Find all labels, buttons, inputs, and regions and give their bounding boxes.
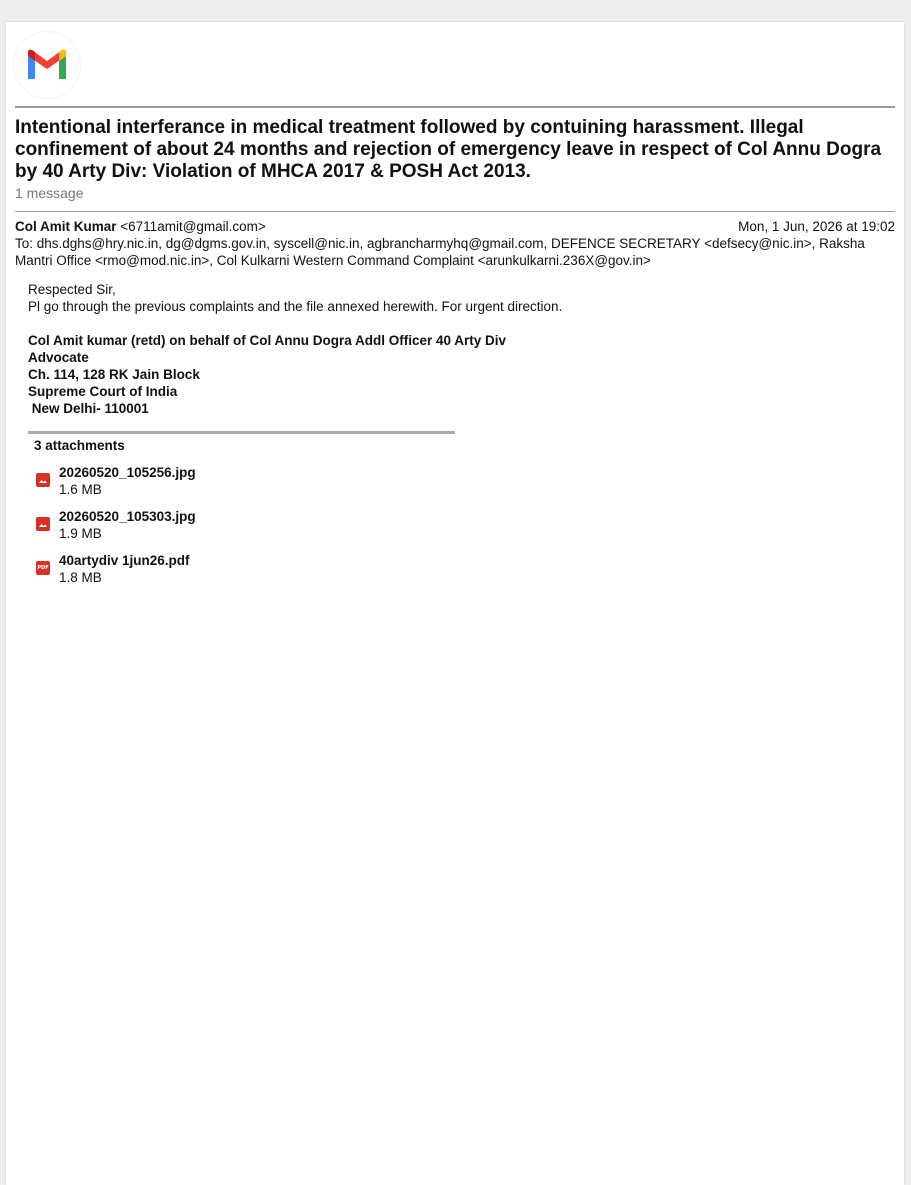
subject-divider bbox=[15, 211, 895, 212]
attachment-name[interactable]: 20260520_105303.jpg bbox=[59, 509, 196, 524]
attachment-size: 1.9 MB bbox=[59, 526, 102, 541]
attachments-divider bbox=[28, 431, 455, 434]
recipients-line: To: dhs.dghs@hry.nic.in, dg@dgms.gov.in, syscell@nic.in, agbrancharmyhq@gmail.com, DEFENCE SECRETARY <defsecy@nic.in>, Raksha Mantri Office <rmo@mod.nic.in>, Col Kulkarni Western Command Complaint <arunkulkarni.236X@gov.in> bbox=[15, 236, 865, 268]
signature-line: New Delhi- 110001 bbox=[28, 401, 149, 416]
attachment-item[interactable] bbox=[34, 509, 434, 545]
signature-line: Supreme Court of India bbox=[28, 384, 178, 399]
image-file-icon bbox=[36, 517, 50, 531]
message-count: 1 message bbox=[15, 185, 84, 201]
attachment-item[interactable] bbox=[34, 465, 434, 501]
pdf-file-icon: PDF bbox=[36, 561, 50, 575]
email-body bbox=[28, 281, 888, 417]
signature-block bbox=[28, 332, 888, 417]
gmail-logo bbox=[14, 32, 80, 98]
email-subject: Intentional interferance in medical treatment followed by contuining harassment. Illegal confinement of about 24 months and rejection of emergency leave in respect of Col Annu Dogra by 40 Arty Div: Violation of MHCA 2017 & POSH Act 2013. bbox=[15, 117, 882, 182]
body-text: Pl go through the previous complaints and the file annexed herewith. For urgent direction. bbox=[28, 299, 563, 314]
attachment-name[interactable]: 20260520_105256.jpg bbox=[59, 465, 196, 480]
attachment-size: 1.6 MB bbox=[59, 482, 102, 497]
attachment-size: 1.8 MB bbox=[59, 570, 102, 585]
attachments-count: 3 attachments bbox=[34, 438, 125, 453]
sender-name: Col Amit Kumar bbox=[15, 219, 117, 234]
signature-line: Col Amit kumar (retd) on behalf of Col Annu Dogra Addl Officer 40 Arty Div bbox=[28, 333, 507, 348]
email-date: Mon, 1 Jun, 2026 at 19:02 bbox=[738, 219, 895, 234]
gmail-logo-icon bbox=[25, 48, 69, 82]
header-divider bbox=[15, 106, 895, 108]
sender-email[interactable]: <6711amit@gmail.com> bbox=[120, 219, 266, 234]
image-file-icon bbox=[36, 473, 50, 487]
attachment-item[interactable] bbox=[34, 553, 434, 589]
email-print-page bbox=[6, 22, 904, 1185]
signature-line: Ch. 114, 128 RK Jain Block bbox=[28, 367, 200, 382]
signature-line: Advocate bbox=[28, 350, 89, 365]
body-greeting: Respected Sir, bbox=[28, 282, 116, 297]
attachment-name[interactable]: 40artydiv 1jun26.pdf bbox=[59, 553, 190, 568]
sender-line bbox=[15, 219, 266, 234]
